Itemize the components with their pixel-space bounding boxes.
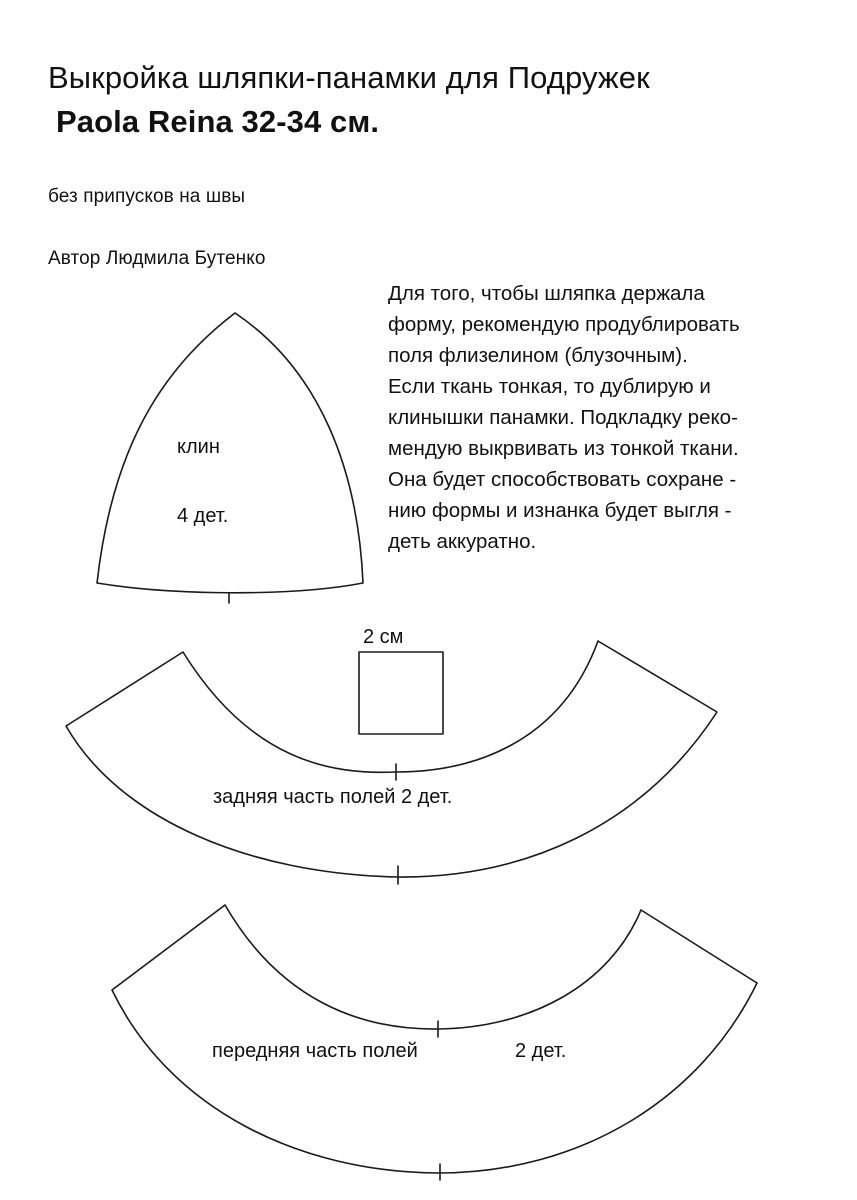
- wedge-count-label: 4 дет.: [177, 505, 229, 527]
- instructions-line: Для того, чтобы шляпка держала: [388, 282, 705, 305]
- front-brim-count-label: 2 дет.: [515, 1040, 567, 1062]
- front-brim-name-label: передняя часть полей: [212, 1040, 418, 1062]
- back-brim-pattern-piece: [66, 641, 717, 884]
- front-brim-pattern-piece: [112, 905, 757, 1180]
- instructions-line: мендую выкрвивать из тонкой ткани.: [388, 437, 739, 460]
- instructions-line: поля флизелином (блузочным).: [388, 344, 688, 367]
- scale-square-outline: [359, 652, 443, 734]
- instructions-line: нию формы и изнанка будет выгля -: [388, 499, 732, 522]
- back-brim-label: задняя часть полей 2 дет.: [213, 786, 453, 808]
- wedge-name-label: клин: [177, 436, 220, 458]
- scale-label: 2 см: [363, 626, 404, 648]
- page-title: Выкройка шляпки-панамки для Подружек: [48, 60, 650, 95]
- wedge-pattern-piece: [97, 313, 363, 603]
- wedge-outline: [97, 313, 363, 593]
- instructions-line: Если ткань тонкая, то дублирую и: [388, 375, 711, 398]
- instructions-line: форму, рекомендую продублировать: [388, 313, 740, 336]
- seam-allowance-note: без припусков на швы: [48, 186, 246, 207]
- instructions-line: деть аккуратно.: [388, 530, 537, 553]
- front-brim-outline: [112, 905, 757, 1173]
- instructions-line: клинышки панамки. Подкладку реко-: [388, 406, 738, 429]
- page-title-doll-size: Paola Reina 32-34 см.: [56, 104, 380, 139]
- instructions-line: Она будет способствовать сохране -: [388, 468, 737, 491]
- scale-square: [359, 652, 443, 734]
- back-brim-outline: [66, 641, 717, 877]
- author-credit: Автор Людмила Бутенко: [48, 248, 266, 269]
